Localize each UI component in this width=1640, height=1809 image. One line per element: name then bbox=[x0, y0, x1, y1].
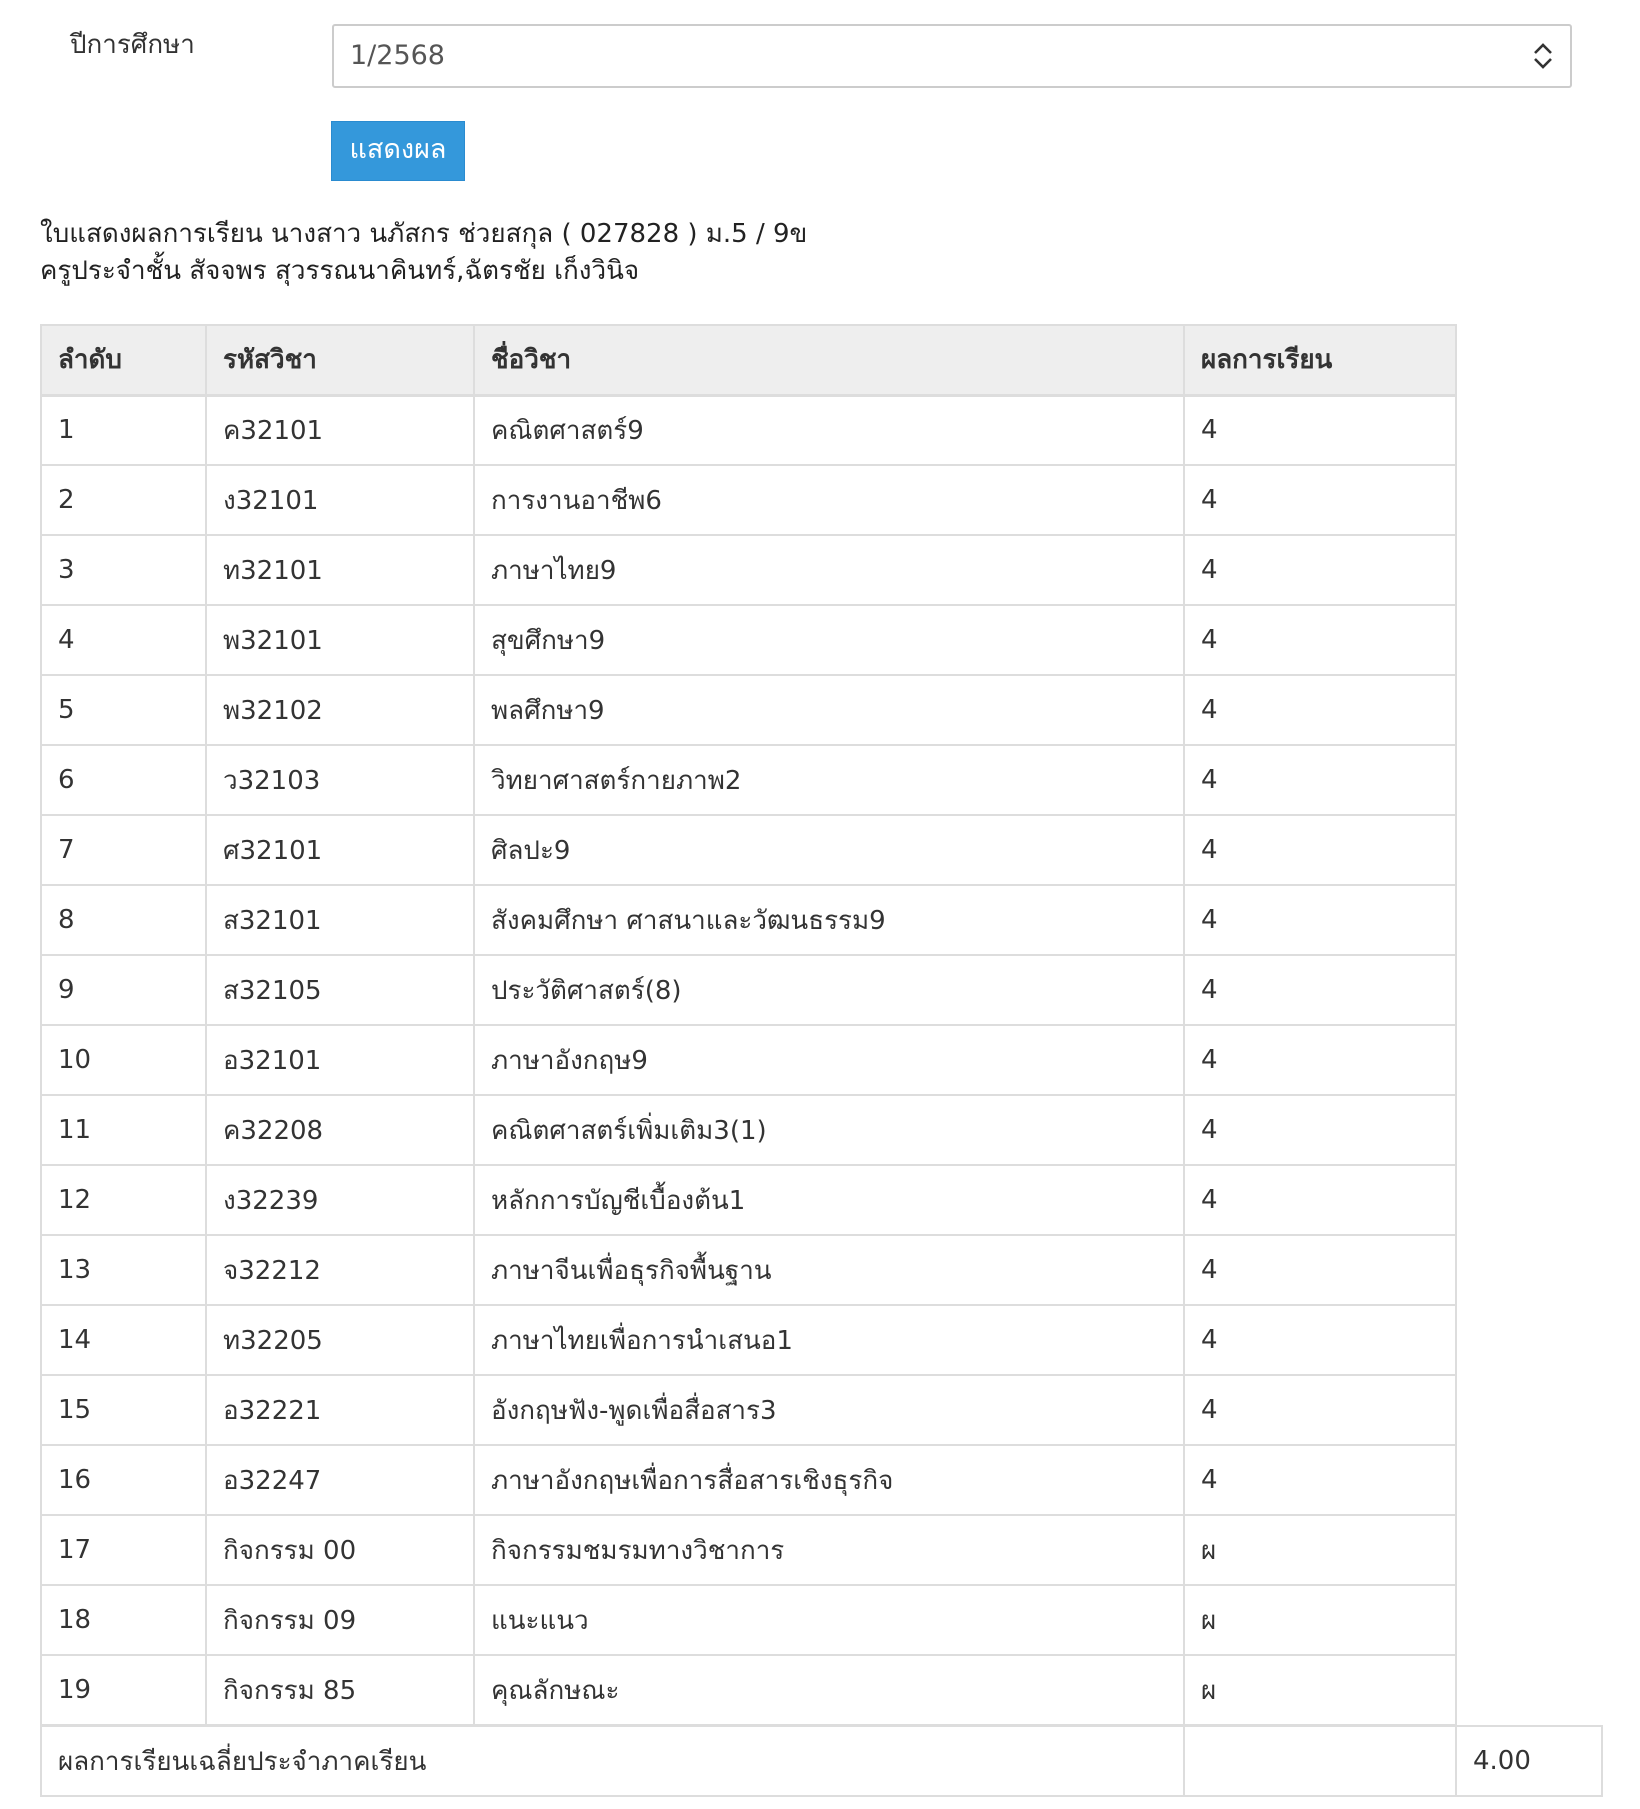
table-row bbox=[41, 885, 1456, 955]
table-row bbox=[41, 1095, 1456, 1165]
row-order: 17 bbox=[41, 1515, 206, 1585]
row-order: 18 bbox=[41, 1585, 206, 1655]
row-order: 10 bbox=[41, 1025, 206, 1095]
row-order: 11 bbox=[41, 1095, 206, 1165]
row-grade: 4 bbox=[1184, 1305, 1456, 1375]
row-subject-code: กิจกรรม 00 bbox=[206, 1515, 474, 1585]
row-order: 15 bbox=[41, 1375, 206, 1445]
row-grade: ผ bbox=[1184, 1655, 1456, 1725]
row-order: 1 bbox=[41, 395, 206, 465]
row-subject-name: ภาษาอังกฤษเพื่อการสื่อสารเชิงธุรกิจ bbox=[474, 1445, 1184, 1515]
table-row bbox=[41, 1235, 1456, 1305]
row-subject-name: สุขศึกษา9 bbox=[474, 605, 1184, 675]
table-row bbox=[41, 815, 1456, 885]
report-title: ใบแสดงผลการเรียน นางสาว นภัสกร ช่วยสกุล ( 027828 ) ม.5 / 9ข bbox=[40, 219, 808, 249]
row-grade: 4 bbox=[1184, 1165, 1456, 1235]
row-grade: 4 bbox=[1184, 1025, 1456, 1095]
row-subject-code: จ32212 bbox=[206, 1235, 474, 1305]
row-grade: 4 bbox=[1184, 885, 1456, 955]
gpa-value: 4.00 bbox=[1456, 1726, 1602, 1796]
row-order: 6 bbox=[41, 745, 206, 815]
show-results-button[interactable]: แสดงผล bbox=[331, 121, 465, 181]
row-subject-code: ค32208 bbox=[206, 1095, 474, 1165]
row-subject-name: การงานอาชีพ6 bbox=[474, 465, 1184, 535]
row-order: 5 bbox=[41, 675, 206, 745]
row-grade: 4 bbox=[1184, 745, 1456, 815]
row-subject-name: อังกฤษฟัง-พูดเพื่อสื่อสาร3 bbox=[474, 1375, 1184, 1445]
row-grade: 4 bbox=[1184, 1095, 1456, 1165]
table-row bbox=[41, 1165, 1456, 1235]
academic-year-label: ปีการศึกษา bbox=[70, 30, 195, 60]
row-subject-name: ภาษาไทย9 bbox=[474, 535, 1184, 605]
column-header-order: ลำดับ bbox=[41, 325, 206, 395]
row-grade: 4 bbox=[1184, 815, 1456, 885]
row-order: 12 bbox=[41, 1165, 206, 1235]
row-order: 13 bbox=[41, 1235, 206, 1305]
table-row bbox=[41, 955, 1456, 1025]
row-subject-name: สังคมศึกษา ศาสนาและวัฒนธรรม9 bbox=[474, 885, 1184, 955]
row-subject-name: ภาษาอังกฤษ9 bbox=[474, 1025, 1184, 1095]
row-order: 19 bbox=[41, 1655, 206, 1725]
select-chevrons-icon bbox=[1532, 40, 1554, 72]
row-subject-code: พ32101 bbox=[206, 605, 474, 675]
row-subject-name: ภาษาจีนเพื่อธุรกิจพื้นฐาน bbox=[474, 1235, 1184, 1305]
row-subject-code: ส32105 bbox=[206, 955, 474, 1025]
row-subject-name: หลักการบัญชีเบื้องต้น1 bbox=[474, 1165, 1184, 1235]
row-subject-name: แนะแนว bbox=[474, 1585, 1184, 1655]
row-subject-code: อ32101 bbox=[206, 1025, 474, 1095]
column-header-subject-name: ชื่อวิชา bbox=[474, 325, 1184, 395]
grades-table bbox=[40, 324, 1457, 1726]
gpa-summary-spacer bbox=[1184, 1726, 1456, 1796]
row-order: 14 bbox=[41, 1305, 206, 1375]
academic-year-selected-value: 1/2568 bbox=[350, 40, 445, 71]
row-order: 9 bbox=[41, 955, 206, 1025]
table-row bbox=[41, 675, 1456, 745]
row-grade: 4 bbox=[1184, 605, 1456, 675]
row-subject-code: อ32221 bbox=[206, 1375, 474, 1445]
table-row bbox=[41, 1305, 1456, 1375]
homeroom-teachers: ครูประจำชั้น สัจจพร สุวรรณนาคินทร์,ฉัตรชัย เก็งวินิจ bbox=[40, 256, 640, 286]
table-row bbox=[41, 535, 1456, 605]
row-grade: 4 bbox=[1184, 1235, 1456, 1305]
row-subject-code: ง32239 bbox=[206, 1165, 474, 1235]
column-header-grade: ผลการเรียน bbox=[1184, 325, 1456, 395]
table-row bbox=[41, 1585, 1456, 1655]
row-subject-name: คณิตศาสตร์เพิ่มเติม3(1) bbox=[474, 1095, 1184, 1165]
row-subject-code: พ32102 bbox=[206, 675, 474, 745]
row-grade: 4 bbox=[1184, 1445, 1456, 1515]
table-row bbox=[41, 1375, 1456, 1445]
row-subject-name: วิทยาศาสตร์กายภาพ2 bbox=[474, 745, 1184, 815]
gpa-summary-table bbox=[40, 1725, 1603, 1797]
row-subject-code: ส32101 bbox=[206, 885, 474, 955]
row-grade: 4 bbox=[1184, 535, 1456, 605]
table-row bbox=[41, 605, 1456, 675]
gpa-summary-row bbox=[41, 1726, 1602, 1796]
row-grade: 4 bbox=[1184, 465, 1456, 535]
row-grade: 4 bbox=[1184, 955, 1456, 1025]
row-order: 7 bbox=[41, 815, 206, 885]
row-subject-name: คุณลักษณะ bbox=[474, 1655, 1184, 1725]
column-header-subject-code: รหัสวิชา bbox=[206, 325, 474, 395]
row-subject-code: กิจกรรม 85 bbox=[206, 1655, 474, 1725]
row-subject-name: พลศึกษา9 bbox=[474, 675, 1184, 745]
row-order: 8 bbox=[41, 885, 206, 955]
row-subject-name: ภาษาไทยเพื่อการนำเสนอ1 bbox=[474, 1305, 1184, 1375]
row-subject-code: ศ32101 bbox=[206, 815, 474, 885]
table-row bbox=[41, 395, 1456, 465]
row-order: 3 bbox=[41, 535, 206, 605]
row-order: 16 bbox=[41, 1445, 206, 1515]
row-subject-code: ว32103 bbox=[206, 745, 474, 815]
row-subject-code: ท32101 bbox=[206, 535, 474, 605]
table-row bbox=[41, 465, 1456, 535]
row-subject-code: อ32247 bbox=[206, 1445, 474, 1515]
row-subject-name: ประวัติศาสตร์(8) bbox=[474, 955, 1184, 1025]
row-subject-code: ง32101 bbox=[206, 465, 474, 535]
row-grade: 4 bbox=[1184, 395, 1456, 465]
table-row bbox=[41, 1515, 1456, 1585]
row-subject-code: กิจกรรม 09 bbox=[206, 1585, 474, 1655]
row-grade: ผ bbox=[1184, 1585, 1456, 1655]
grades-table-header-row bbox=[41, 325, 1456, 395]
row-subject-name: กิจกรรมชมรมทางวิชาการ bbox=[474, 1515, 1184, 1585]
row-order: 2 bbox=[41, 465, 206, 535]
row-order: 4 bbox=[41, 605, 206, 675]
table-row bbox=[41, 1655, 1456, 1725]
row-grade: 4 bbox=[1184, 1375, 1456, 1445]
row-subject-code: ค32101 bbox=[206, 395, 474, 465]
row-subject-name: ศิลปะ9 bbox=[474, 815, 1184, 885]
row-grade: 4 bbox=[1184, 675, 1456, 745]
table-row bbox=[41, 745, 1456, 815]
row-grade: ผ bbox=[1184, 1515, 1456, 1585]
table-row bbox=[41, 1025, 1456, 1095]
gpa-summary-label: ผลการเรียนเฉลี่ยประจำภาคเรียน bbox=[41, 1726, 1184, 1796]
row-subject-name: คณิตศาสตร์9 bbox=[474, 395, 1184, 465]
table-row bbox=[41, 1445, 1456, 1515]
academic-year-select[interactable] bbox=[332, 24, 1572, 88]
row-subject-code: ท32205 bbox=[206, 1305, 474, 1375]
